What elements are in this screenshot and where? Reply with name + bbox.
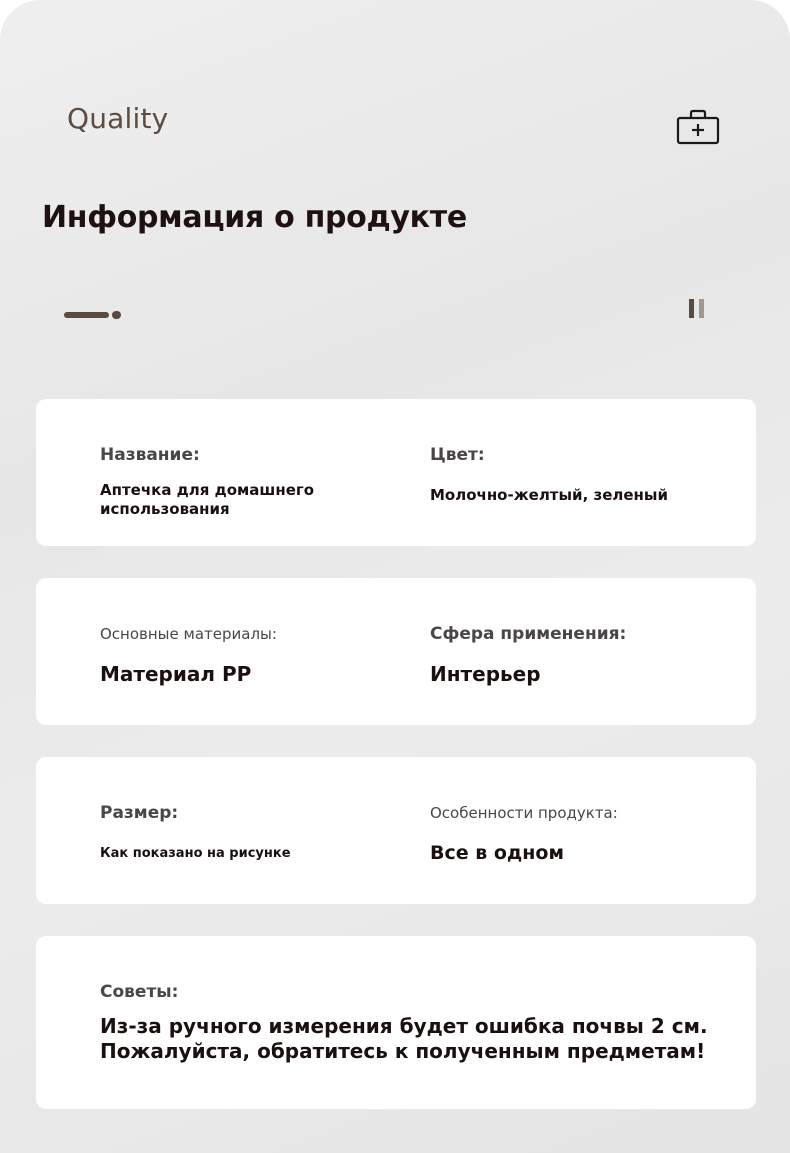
tips-value (100, 1014, 740, 1064)
size-value: Как показано на рисунке (100, 846, 291, 861)
tips-label: Советы: (100, 982, 179, 1002)
color-label: Цвет: (430, 445, 485, 465)
tips-line-2: Пожалуйста, обратитесь к полученным предметам! (100, 1039, 706, 1063)
name-value: Аптечка для домашнего использования (100, 481, 315, 518)
slider-dot[interactable] (112, 311, 121, 319)
usage-label: Сфера применения: (430, 624, 627, 644)
material-label: Основные материалы: (100, 625, 277, 643)
brand-name: Quality (67, 102, 169, 135)
usage-value: Интерьер (430, 662, 541, 686)
size-label: Размер: (100, 803, 179, 823)
features-label: Особенности продукта: (430, 804, 618, 822)
pause-bar-left (689, 299, 694, 318)
slider-dot-active[interactable] (64, 312, 109, 318)
info-card-tips (36, 936, 756, 1109)
pause-icon[interactable] (689, 299, 707, 319)
info-card-size-features (36, 757, 756, 904)
info-card-name-color (36, 399, 756, 546)
first-aid-kit-icon (676, 109, 720, 145)
features-value: Все в одном (430, 842, 564, 864)
page-title: Информация о продукте (42, 200, 467, 235)
name-label: Название: (100, 445, 200, 465)
slider-indicator[interactable] (64, 311, 124, 321)
material-value: Материал PP (100, 662, 252, 686)
color-value: Молочно-желтый, зеленый (430, 486, 668, 504)
pause-bar-right (699, 299, 704, 318)
tips-line-1: Из-за ручного измерения будет ошибка почвы 2 см. (100, 1014, 708, 1038)
info-card-material-usage (36, 578, 756, 725)
